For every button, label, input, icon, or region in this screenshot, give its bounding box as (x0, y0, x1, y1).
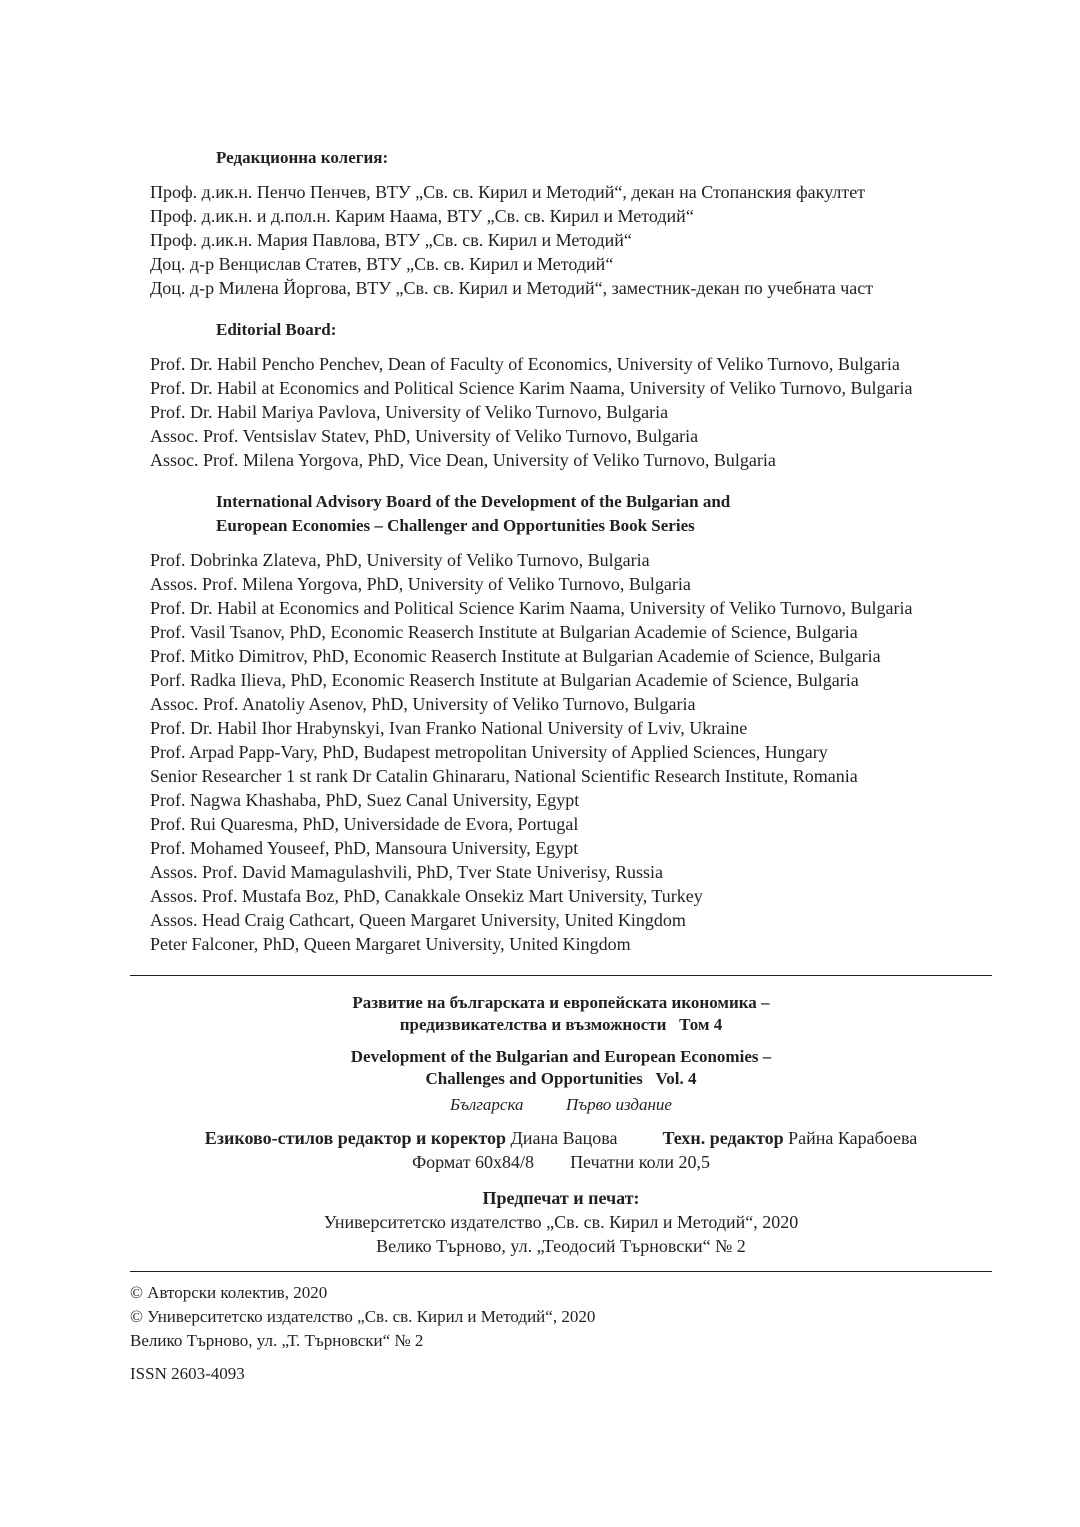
list-item: Prof. Vasil Tsanov, PhD, Economic Reaserch Institute at Bulgarian Academie of Science, Bulgaria (150, 622, 858, 642)
list-item: Porf. Radka Ilieva, PhD, Economic Reaserch Institute at Bulgarian Academie of Science, Bulgaria (150, 670, 859, 690)
list-item: Доц. д-р Милена Йоргова, ВТУ „Св. св. Кирил и Методий“, заместник-декан по учебната част (150, 278, 874, 298)
printer-name: Университетско издателство „Св. св. Кирил и Методий“, 2020 (323, 1212, 799, 1232)
language-edition (130, 1094, 992, 1116)
book-title-bg-line1: Развитие на българската и европейската икономика – (352, 993, 770, 1012)
editorial-board-bg-heading: Редакционна колегия: (216, 148, 389, 167)
list-item: Assos. Prof. David Mamagulashvili, PhD, Tver State Univerisy, Russia (150, 862, 663, 882)
editorial-board-en-heading: Editorial Board: (216, 320, 337, 339)
tech-editor-label: Техн. редактор (662, 1128, 784, 1148)
list-item: Assoc. Prof. Anatoliy Asenov, PhD, University of Veliko Turnovo, Bulgaria (150, 694, 696, 714)
issn: ISSN 2603-4093 (130, 1364, 245, 1383)
editorial-board-bg-list (150, 180, 873, 300)
list-item: Assoc. Prof. Milena Yorgova, PhD, Vice Dean, University of Veliko Turnovo, Bulgaria (150, 450, 776, 470)
list-item: Проф. д.ик.н. и д.пол.н. Карим Наама, ВТУ „Св. св. Кирил и Методий“ (150, 206, 694, 226)
list-item: Prof. Dr. Habil at Economics and Political Science Karim Naama, University of Veliko Turnovo, Bulgaria (150, 378, 913, 398)
edition: Първо издание (565, 1095, 672, 1114)
divider-top (130, 975, 992, 976)
advisory-board-heading (216, 490, 730, 538)
book-title-en (130, 1046, 992, 1090)
format: Формат 60x84/8 (411, 1152, 535, 1172)
list-item: Prof. Dr. Habil Mariya Pavlova, University of Veliko Turnovo, Bulgaria (150, 402, 669, 422)
volume-en: Vol. 4 (655, 1069, 697, 1088)
list-item: Prof. Dr. Habil at Economics and Political Science Karim Naama, University of Veliko Turnovo, Bulgaria (150, 598, 913, 618)
list-item: Assoc. Prof. Ventsislav Statev, PhD, University of Veliko Turnovo, Bulgaria (150, 426, 699, 446)
list-item: Assos. Prof. Milena Yorgova, PhD, University of Veliko Turnovo, Bulgaria (150, 574, 691, 594)
book-title-bg-line2-text: предизвикателства и възможности (399, 1015, 667, 1034)
printing-block (130, 1186, 992, 1258)
copyright-address: Велико Търново, ул. „Т. Търновски“ № 2 (130, 1331, 424, 1350)
lang-editor-label: Езиково-стилов редактор и коректор (204, 1128, 507, 1148)
advisory-heading-line2: European Economies – Challenger and Opportunities Book Series (216, 516, 695, 535)
book-title-bg (130, 992, 992, 1036)
copyright-publisher: © Университетско издателство „Св. св. Кирил и Методий“, 2020 (130, 1307, 596, 1326)
format-line (130, 1150, 992, 1174)
list-item: Prof. Dr. Habil Ihor Hrabynskyi, Ivan Franko National University of Lviv, Ukraine (150, 718, 748, 738)
printed-sheets: Печатни коли 20,5 (570, 1152, 711, 1172)
book-title-en-line2 (130, 1068, 992, 1090)
list-item: Prof. Mitko Dimitrov, PhD, Economic Reaserch Institute at Bulgarian Academie of Science, Bulgaria (150, 646, 881, 666)
list-item: Senior Researcher 1 st rank Dr Catalin Ghinararu, National Scientific Research Institute, Romania (150, 766, 858, 786)
list-item: Peter Falconer, PhD, Queen Margaret University, United Kingdom (150, 934, 631, 954)
list-item: Prof. Mohamed Youseef, PhD, Mansoura University, Egypt (150, 838, 579, 858)
book-title-en-line1: Development of the Bulgarian and European Economies – (350, 1047, 772, 1066)
list-item: Prof. Arpad Papp-Vary, PhD, Budapest metropolitan University of Applied Sciences, Hungary (150, 742, 828, 762)
editorial-board-en-list (150, 352, 913, 472)
copyright-block (130, 1281, 595, 1353)
copyright-authors: © Авторски колектив, 2020 (130, 1283, 328, 1302)
printer-address: Велико Търново, ул. „Теодосий Търновски“ № 2 (376, 1236, 746, 1256)
language: Българска (450, 1095, 524, 1114)
tech-editor-name: Райна Карабоева (788, 1128, 918, 1148)
advisory-heading-line1: International Advisory Board of the Development of the Bulgarian and (216, 492, 731, 511)
list-item: Проф. д.ик.н. Мария Павлова, ВТУ „Св. св. Кирил и Методий“ (150, 230, 632, 250)
editors-line (130, 1126, 992, 1150)
list-item: Доц. д-р Венцислав Статев, ВТУ „Св. св. Кирил и Методий“ (150, 254, 614, 274)
list-item: Assos. Prof. Mustafa Boz, PhD, Canakkale Onsekiz Mart University, Turkey (150, 886, 703, 906)
divider-bottom (130, 1271, 992, 1272)
advisory-board-list (150, 548, 913, 956)
list-item: Проф. д.ик.н. Пенчо Пенчев, ВТУ „Св. св. Кирил и Методий“, декан на Стопанския факултет (150, 182, 866, 202)
book-title-en-line2-text: Challenges and Opportunities (425, 1069, 643, 1088)
list-item: Prof. Rui Quaresma, PhD, Universidade de Evora, Portugal (150, 814, 579, 834)
book-title-bg-line2 (130, 1014, 992, 1036)
print-heading: Предпечат и печат: (482, 1188, 640, 1208)
list-item: Prof. Nagwa Khashaba, PhD, Suez Canal University, Egypt (150, 790, 580, 810)
list-item: Prof. Dobrinka Zlateva, PhD, University of Veliko Turnovo, Bulgaria (150, 550, 650, 570)
list-item: Prof. Dr. Habil Pencho Penchev, Dean of Faculty of Economics, University of Veliko Turnovo, Bulgaria (150, 354, 900, 374)
volume-bg: Том 4 (679, 1015, 723, 1034)
lang-editor-name: Диана Вацова (510, 1128, 618, 1148)
list-item: Assos. Head Craig Cathcart, Queen Margaret University, United Kingdom (150, 910, 686, 930)
